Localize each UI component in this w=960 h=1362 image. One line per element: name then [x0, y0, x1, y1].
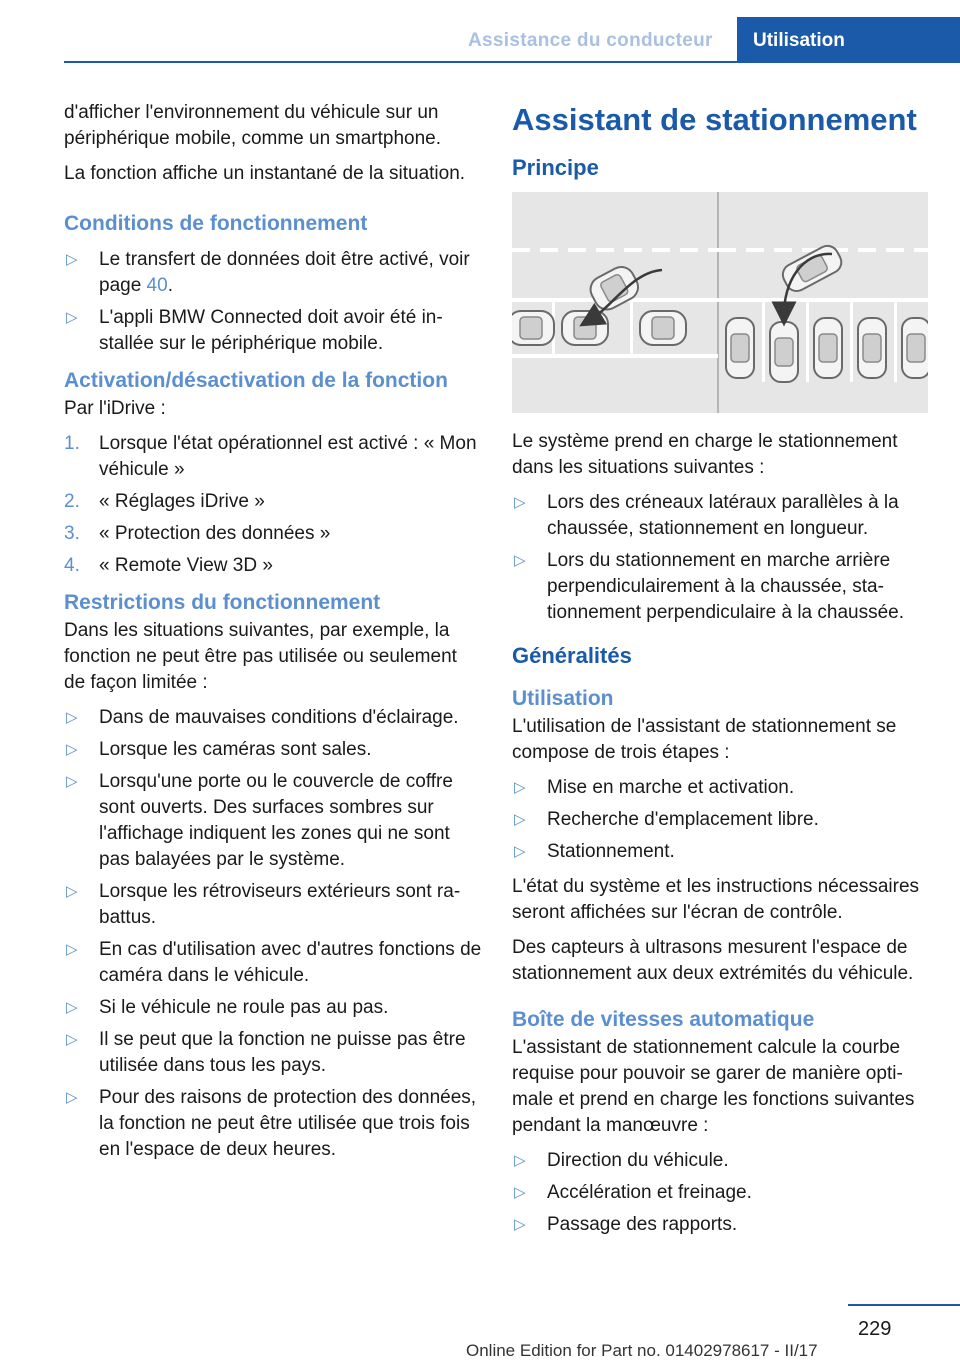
header-rule [64, 61, 960, 63]
step-item [64, 553, 482, 579]
bullet-icon: ▷ [514, 1184, 526, 1201]
list-item [512, 1148, 932, 1174]
section-heading-utilisation: Utilisation [512, 687, 614, 710]
bullet-icon: ▷ [66, 1089, 78, 1106]
list-item-text: Direction du véhicule. [547, 1150, 729, 1171]
list-item [64, 737, 482, 763]
section-heading-restrictions: Restrictions du fonctionnement [64, 591, 381, 614]
page-header [0, 0, 960, 64]
list-item-text: Passage des rapports. [547, 1214, 738, 1235]
header-tab [737, 17, 960, 62]
section-heading-activation: Activation/désactivation de la fonction [64, 369, 448, 392]
parking-diagram-svg [512, 192, 928, 413]
bullet-icon: ▷ [66, 999, 78, 1016]
section-heading-conditions: Conditions de fonctionnement [64, 212, 368, 235]
bullet-icon: ▷ [66, 709, 78, 726]
bullet-icon: ▷ [66, 941, 78, 958]
step-item [64, 489, 482, 515]
list-item-text: Pour des raisons de protection des données, la fonction ne peut être utilisée que trois fois en l'espace de deux heures. [99, 1087, 477, 1160]
bullet-icon: ▷ [66, 741, 78, 758]
bullet-icon: ▷ [66, 309, 78, 326]
bullet-icon: ▷ [66, 1031, 78, 1048]
utilisation-list [512, 775, 932, 865]
list-item [512, 490, 932, 542]
header-tab-label: Utilisation [753, 30, 845, 51]
parking-illustration [512, 192, 928, 413]
step-text: « Remote View 3D » [99, 555, 273, 576]
list-item-text: Le transfert de données doit être activé, voir page [99, 249, 470, 296]
list-item-text: Accélération et freinage. [547, 1182, 752, 1203]
list-item-text: Lorsqu'une porte ou le couvercle de coffre sont ouverts. Des surfaces sombres sur l'affichage indiquent les zones qui ne sont pas balayées par le système. [99, 771, 453, 870]
bullet-icon: ▷ [514, 494, 526, 511]
step-text: Lorsque l'état opérationnel est activé : « Mon véhicule » [99, 433, 477, 480]
list-item [64, 305, 482, 357]
principe-list [512, 490, 932, 626]
list-item [64, 1027, 482, 1079]
bullet-icon: ▷ [514, 1152, 526, 1169]
restrictions-intro: Dans les situations suivantes, par exemple, la fonction ne peut être pas utilisée ou seulement de façon limitée : [64, 620, 457, 693]
page-link[interactable]: 40 [146, 275, 168, 296]
list-item [512, 775, 932, 801]
bullet-icon: ▷ [514, 811, 526, 828]
bullet-icon: ▷ [514, 1216, 526, 1233]
bullet-icon: ▷ [514, 843, 526, 860]
conditions-list [64, 247, 482, 357]
utilisation-intro: L'utilisation de l'assistant de stationnement se compose de trois étapes : [512, 716, 897, 763]
step-number: 1. [64, 433, 80, 454]
list-item-text: Si le véhicule ne roule pas au pas. [99, 997, 389, 1018]
list-item-text: Dans de mauvaises conditions d'éclairage. [99, 707, 459, 728]
left-column [64, 100, 482, 1172]
activation-steps [64, 431, 482, 579]
list-item-text: Recherche d'emplacement libre. [547, 809, 819, 830]
list-item-text: Stationnement. [547, 841, 675, 862]
section-heading-principe: Principe [512, 155, 599, 180]
main-title: Assistant de stationnement [512, 102, 917, 137]
list-item-text: Mise en marche et activation. [547, 777, 795, 798]
list-item [512, 548, 932, 626]
edition-note: Online Edition for Part no. 01402978617 - II/17 [466, 1341, 818, 1360]
list-item-text: En cas d'utilisation avec d'autres fonctions de caméra dans le véhicule. [99, 939, 482, 986]
step-text: « Protection des données » [99, 523, 331, 544]
list-item [64, 247, 482, 299]
principe-intro: Le système prend en charge le stationnement dans les situations suivantes : [512, 431, 898, 478]
list-item [512, 839, 932, 865]
section-heading-generalites: Généralités [512, 643, 632, 668]
utilisation-paragraph: Des capteurs à ultrasons mesurent l'espace de stationnement aux deux extrémités du véhicule. [512, 937, 914, 984]
list-item-text: Lors des créneaux latéraux parallèles à la chaussée, stationnement en longueur. [547, 492, 899, 539]
list-item-text: Il se peut que la fonction ne puisse pas être utilisée dans tous les pays. [99, 1029, 466, 1076]
list-item [64, 1085, 482, 1163]
bullet-icon: ▷ [514, 779, 526, 796]
step-item [64, 431, 482, 483]
list-item-text: Lorsque les rétroviseurs extérieurs sont rabattus. [99, 881, 461, 928]
step-number: 3. [64, 523, 80, 544]
step-number: 4. [64, 555, 80, 576]
list-item-text: L'appli BMW Connected doit avoir été installée sur le périphérique mobile. [99, 307, 443, 354]
list-item [64, 995, 482, 1021]
bullet-icon: ▷ [66, 883, 78, 900]
list-item-text: . [167, 275, 173, 296]
intro-paragraph: La fonction affiche un instantané de la situation. [64, 163, 466, 184]
list-item [64, 937, 482, 989]
list-item [64, 769, 482, 873]
bullet-icon: ▷ [514, 552, 526, 569]
step-number: 2. [64, 491, 80, 512]
right-column [512, 100, 932, 1247]
page-number: 229 [858, 1318, 892, 1340]
footer-rule [848, 1304, 960, 1306]
restrictions-list [64, 705, 482, 1163]
intro-paragraph: d'afficher l'environnement du véhicule sur un périphérique mobile, comme un smartphone. [64, 102, 442, 149]
step-item [64, 521, 482, 547]
activation-intro: Par l'iDrive : [64, 398, 166, 419]
list-item-text: Lorsque les caméras sont sales. [99, 739, 372, 760]
list-item [512, 1180, 932, 1206]
utilisation-paragraph: L'état du système et les instructions nécessaires seront affichées sur l'écran de contrôle. [512, 876, 920, 923]
boite-list [512, 1148, 932, 1238]
boite-intro: L'assistant de stationnement calcule la courbe requise pour pouvoir se garer de manière optimale et prend en charge les fonctions suivantes pendant la manœuvre : [512, 1037, 915, 1136]
bullet-icon: ▷ [66, 251, 78, 268]
list-item [64, 879, 482, 931]
list-item [512, 1212, 932, 1238]
list-item [64, 705, 482, 731]
step-text: « Réglages iDrive » [99, 491, 265, 512]
section-heading-boite: Boîte de vitesses automatique [512, 1008, 815, 1031]
list-item [512, 807, 932, 833]
list-item-text: Lors du stationnement en marche arrière perpendiculairement à la chaussée, stationnement perpendiculaire à la chaussée. [547, 550, 905, 623]
bullet-icon: ▷ [66, 773, 78, 790]
header-section-title: Assistance du conducteur [468, 30, 713, 51]
